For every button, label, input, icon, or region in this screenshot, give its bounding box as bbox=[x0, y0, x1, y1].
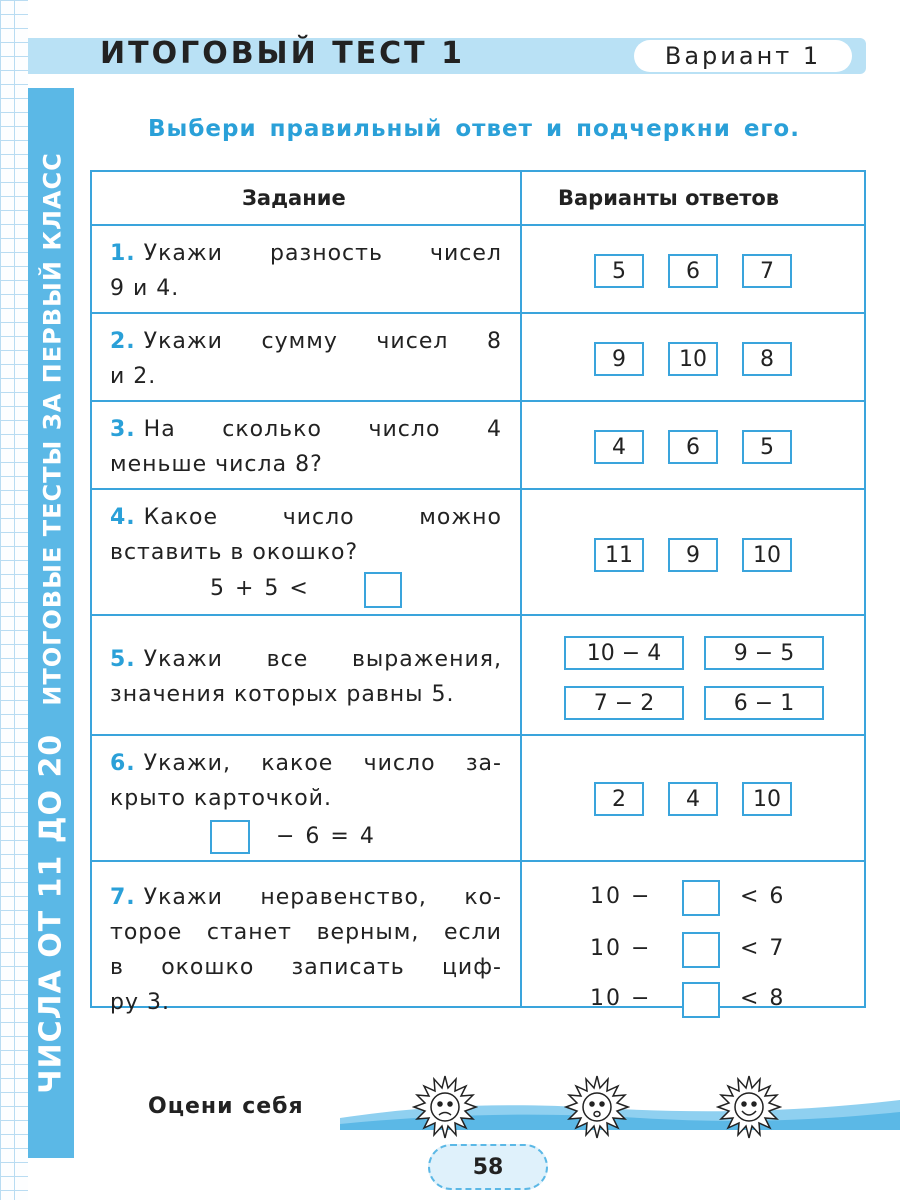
task-number: 4. bbox=[110, 505, 136, 530]
task-number: 6. bbox=[110, 751, 136, 776]
task-word: Укажи bbox=[143, 241, 223, 266]
page-number: 58 bbox=[428, 1144, 548, 1190]
header-task: Задание bbox=[242, 186, 346, 210]
task-1 bbox=[110, 236, 502, 306]
task-word: число bbox=[368, 417, 441, 442]
answer-option[interactable]: 6 bbox=[668, 430, 718, 464]
test-title: ИТОГОВЫЙ ТЕСТ 1 bbox=[100, 36, 465, 71]
answer-window[interactable] bbox=[364, 572, 402, 608]
row-divider bbox=[92, 400, 864, 402]
row-divider bbox=[92, 734, 864, 736]
task-word: разность bbox=[270, 241, 383, 266]
task-number: 3. bbox=[110, 417, 136, 442]
task-word: чисел bbox=[430, 241, 502, 266]
task-number: 1. bbox=[110, 241, 136, 266]
answer-option[interactable]: 9 bbox=[668, 538, 718, 572]
task-word: сумму bbox=[261, 329, 338, 354]
task-word: 8 bbox=[486, 329, 502, 354]
task-word: за- bbox=[465, 751, 502, 776]
task-word: неравенство, bbox=[260, 885, 427, 910]
row-divider bbox=[92, 488, 864, 490]
answer-window[interactable] bbox=[682, 982, 720, 1018]
task-word: все bbox=[266, 647, 309, 672]
answer-option[interactable]: 6 bbox=[668, 254, 718, 288]
task-line: вставить в окошко? bbox=[110, 540, 359, 565]
task-word: Укажи bbox=[143, 647, 223, 672]
answer-option[interactable]: 5 bbox=[594, 254, 644, 288]
task-word: циф- bbox=[441, 955, 502, 980]
task-word: выражения, bbox=[351, 647, 502, 672]
task-word: окошко bbox=[161, 955, 255, 980]
answer-window[interactable] bbox=[682, 932, 720, 968]
row-divider bbox=[92, 312, 864, 314]
inequality-right: < 7 bbox=[740, 936, 786, 961]
answer-option[interactable]: 10 bbox=[742, 782, 792, 816]
task-word: можно bbox=[419, 505, 502, 530]
task-6-expression: − 6 = 4 bbox=[276, 824, 376, 849]
task-word: верным, bbox=[316, 920, 420, 945]
task-3 bbox=[110, 412, 502, 482]
header-answers: Варианты ответов bbox=[558, 186, 780, 210]
task-4-expression: 5 + 5 < bbox=[210, 576, 310, 601]
row-divider bbox=[92, 224, 864, 226]
row-divider bbox=[92, 614, 864, 616]
task-word: в bbox=[110, 955, 124, 980]
answer-option[interactable]: 10 bbox=[742, 538, 792, 572]
column-divider bbox=[520, 172, 522, 1006]
task-word: какое bbox=[261, 751, 334, 776]
task-word: ко- bbox=[464, 885, 502, 910]
inequality-left: 10 − bbox=[590, 986, 652, 1011]
happy-sun-icon[interactable] bbox=[716, 1074, 782, 1140]
task-word: Укажи bbox=[143, 885, 223, 910]
task-line: 9 и 4. bbox=[110, 276, 180, 301]
grid-margin bbox=[0, 0, 28, 1200]
task-word: записать bbox=[291, 955, 405, 980]
task-6 bbox=[110, 746, 502, 816]
task-word: сколько bbox=[222, 417, 322, 442]
task-line: крыто карточкой. bbox=[110, 786, 332, 811]
task-line: ру 3. bbox=[110, 990, 170, 1015]
task-word: 4 bbox=[486, 417, 502, 442]
task-word: На bbox=[143, 417, 176, 442]
task-word: число bbox=[282, 505, 355, 530]
task-line: меньше числа 8? bbox=[110, 452, 323, 477]
task-word: Укажи bbox=[143, 329, 223, 354]
answer-option[interactable]: 10 bbox=[668, 342, 718, 376]
answer-option[interactable]: 10 − 4 bbox=[564, 636, 684, 670]
answer-option[interactable]: 9 bbox=[594, 342, 644, 376]
answer-option[interactable]: 8 bbox=[742, 342, 792, 376]
inequality-left: 10 − bbox=[590, 884, 652, 909]
task-word: число bbox=[363, 751, 436, 776]
self-assessment-label: Оцени себя bbox=[148, 1094, 304, 1119]
inequality-left: 10 − bbox=[590, 936, 652, 961]
task-word: Укажи, bbox=[143, 751, 231, 776]
answer-option[interactable]: 2 bbox=[594, 782, 644, 816]
task-word: Какое bbox=[143, 505, 219, 530]
task-table bbox=[90, 170, 866, 1015]
answer-option[interactable]: 11 bbox=[594, 538, 644, 572]
task-word: станет bbox=[206, 920, 292, 945]
task-word: если bbox=[443, 920, 502, 945]
neutral-sun-icon[interactable] bbox=[564, 1074, 630, 1140]
task-5 bbox=[110, 642, 502, 712]
answer-option[interactable]: 6 − 1 bbox=[704, 686, 824, 720]
answer-option[interactable]: 4 bbox=[594, 430, 644, 464]
answer-option[interactable]: 7 − 2 bbox=[564, 686, 684, 720]
task-word: торое bbox=[110, 920, 183, 945]
sad-sun-icon[interactable] bbox=[412, 1074, 478, 1140]
task-number: 5. bbox=[110, 647, 136, 672]
row-divider bbox=[92, 860, 864, 862]
inequality-right: < 8 bbox=[740, 986, 786, 1011]
task-line: значения которых равны 5. bbox=[110, 682, 455, 707]
answer-option[interactable]: 7 bbox=[742, 254, 792, 288]
answer-option[interactable]: 5 bbox=[742, 430, 792, 464]
answer-option[interactable]: 4 bbox=[668, 782, 718, 816]
variant-label: Вариант 1 bbox=[634, 40, 852, 72]
inequality-right: < 6 bbox=[740, 884, 786, 909]
task-word: чисел bbox=[376, 329, 449, 354]
instruction: Выбери правильный ответ и подчеркни его. bbox=[148, 116, 800, 142]
task-line: и 2. bbox=[110, 364, 157, 389]
side-label bbox=[34, 152, 69, 1093]
task-number: 7. bbox=[110, 885, 136, 910]
answer-window[interactable] bbox=[210, 820, 250, 854]
task-2 bbox=[110, 324, 502, 394]
task-4 bbox=[110, 500, 502, 570]
task-7 bbox=[110, 880, 502, 1020]
answer-window[interactable] bbox=[682, 880, 720, 916]
side-label-series: ИТОГОВЫЕ ТЕСТЫ ЗА ПЕРВЫЙ КЛАСС bbox=[38, 152, 67, 706]
task-number: 2. bbox=[110, 329, 136, 354]
answer-option[interactable]: 9 − 5 bbox=[704, 636, 824, 670]
side-banner bbox=[28, 88, 74, 1158]
side-label-range: ЧИСЛА ОТ 11 ДО 20 bbox=[33, 733, 69, 1094]
